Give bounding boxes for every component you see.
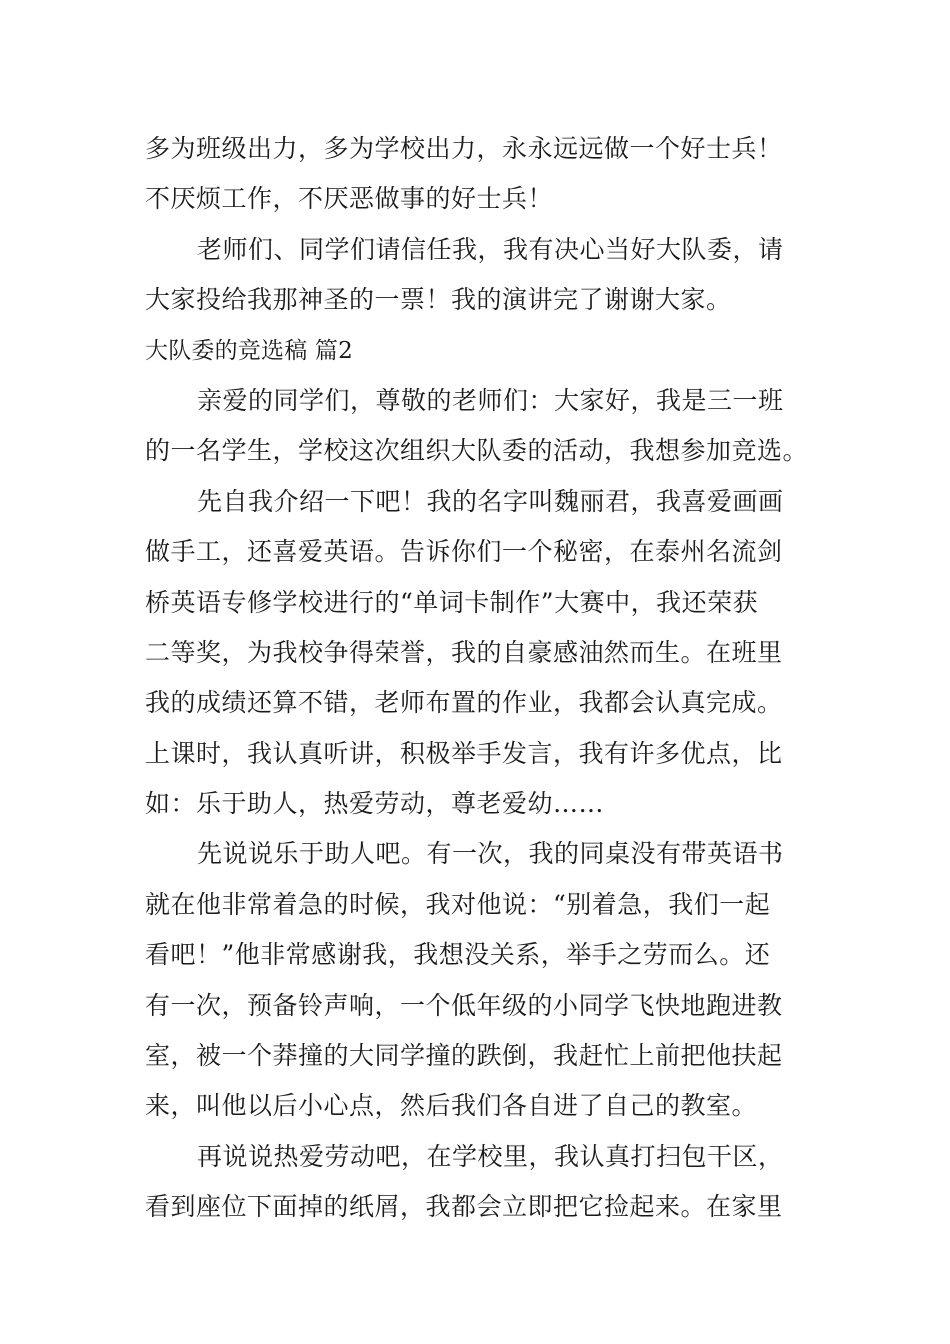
- paragraph-start-line: 再说说热爱劳动吧，在学校里，我认真打扫包干区，: [197, 1141, 784, 1171]
- text-line: 桥英语专修学校进行的“单词卡制作”大赛中，我还荣获: [145, 587, 759, 617]
- paragraph-start-line: 老师们、同学们请信任我，我有决心当好大队委，请: [197, 234, 784, 264]
- text-line: 做手工，还喜爱英语。告诉你们一个秘密，在泰州名流剑: [145, 537, 783, 567]
- text-line: 上课时，我认真听讲，积极举手发言，我有许多优点，比: [145, 738, 783, 768]
- paragraph-start-line: 亲爱的同学们，尊敬的老师们：大家好，我是三一班: [197, 385, 784, 415]
- text-line: 如：乐于助人，热爱劳动，尊老爱幼……: [145, 789, 605, 819]
- text-line: 大家投给我那神圣的一票！我的演讲完了谢谢大家。: [145, 285, 732, 315]
- paragraph-start-line: 先自我介绍一下吧！我的名字叫魏丽君，我喜爱画画: [197, 486, 784, 516]
- text-line: 室，被一个莽撞的大同学撞的跌倒，我赶忙上前把他扶起: [145, 1041, 783, 1071]
- text-line: 二等奖，为我校争得荣誉，我的自豪感油然而生。在班里: [145, 637, 783, 667]
- paragraph-start-line: 先说说乐于助人吧。有一次，我的同桌没有带英语书: [197, 839, 784, 869]
- document-body: [145, 124, 807, 1233]
- text-line: 看吧！”他非常感谢我，我想没关系，举手之劳而么。还: [145, 940, 771, 970]
- section-heading: 大队委的竞选稿 篇2: [145, 337, 353, 364]
- text-line: 就在他非常着急的时候，我对他说：“别着急，我们一起: [145, 889, 771, 919]
- text-line: 来，叫他以后小心点，然后我们各自进了自己的教室。: [145, 1091, 758, 1121]
- text-line: 不厌烦工作，不厌恶做事的好士兵！: [145, 184, 554, 214]
- text-line: 有一次，预备铃声响，一个低年级的小同学飞快地跑进教: [145, 990, 783, 1020]
- text-line: 看到座位下面掉的纸屑，我都会立即把它捡起来。在家里: [145, 1192, 783, 1222]
- text-line: 多为班级出力，多为学校出力，永永远远做一个好士兵！: [145, 134, 783, 163]
- text-line: 我的成绩还算不错，老师布置的作业，我都会认真完成。: [145, 688, 783, 718]
- text-line: 的一名学生，学校这次组织大队委的活动，我想参加竞选。: [145, 436, 809, 466]
